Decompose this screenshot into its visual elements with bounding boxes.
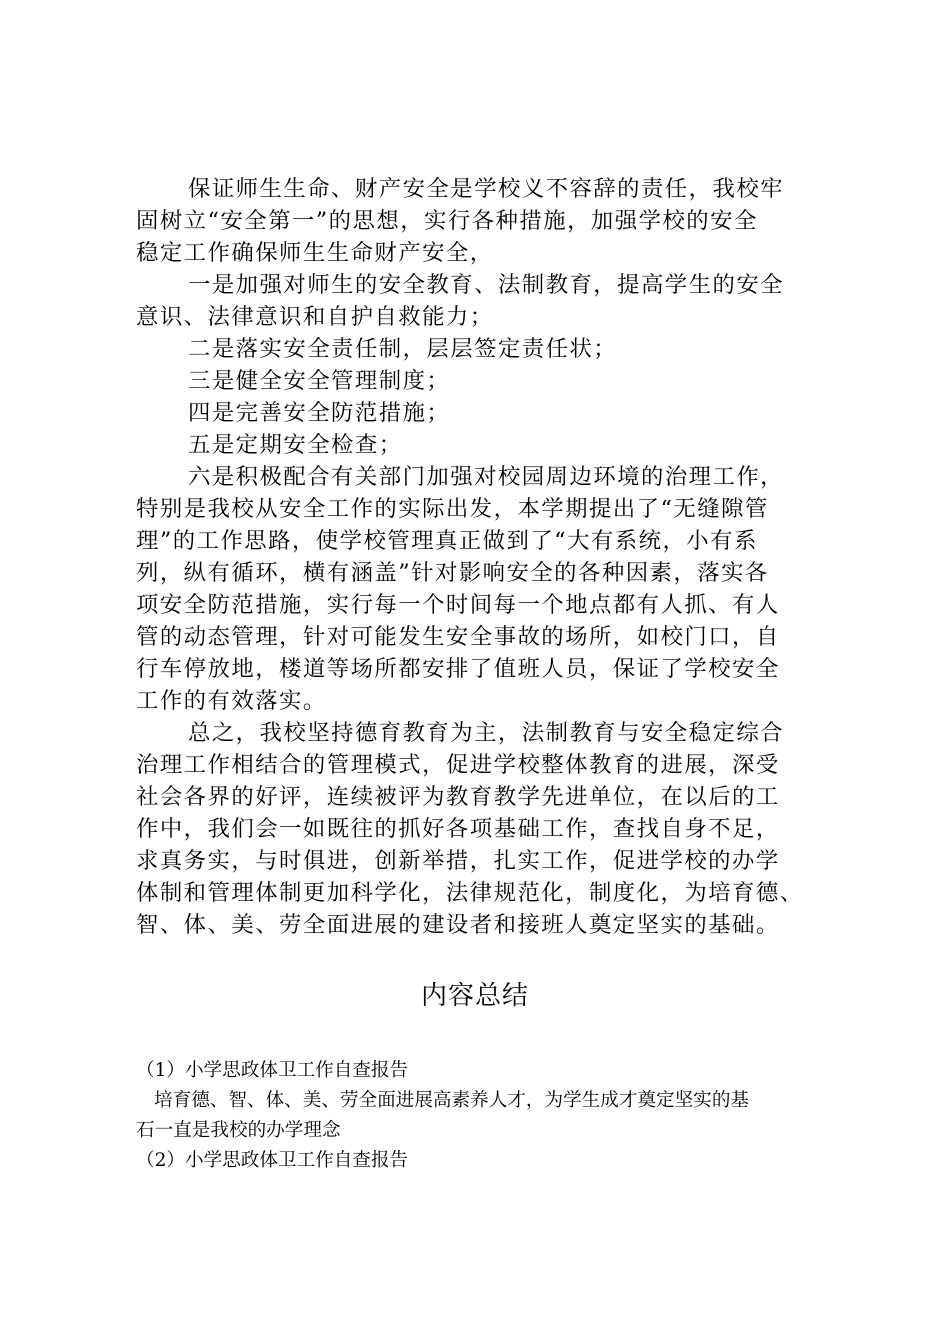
body-line: 二是落实安全责任制，层层签定责任状； [188, 336, 618, 362]
body-line: 特别是我校从安全工作的实际出发，本学期提出了“无缝隙管 [136, 496, 769, 522]
body-line: 行车停放地，楼道等场所都安排了值班人员，保证了学校安全 [136, 656, 780, 682]
body-line: 固树立“安全第一”的思想，实行各种措施，加强学校的安全 [136, 208, 758, 234]
body-line: 稳定工作确保师生生命财产安全， [136, 240, 494, 266]
summary-section [136, 1056, 856, 1176]
body-line: 一是加强对师生的安全教育、法制教育，提高学生的安全 [188, 272, 785, 298]
body-line: 意识、法律意识和自护自救能力； [136, 304, 494, 330]
body-line: 三是健全安全管理制度； [188, 368, 451, 394]
body-line: 体制和管理体制更加科学化，法律规范化，制度化，为培育德、 [136, 880, 804, 906]
body-line: 治理工作相结合的管理模式，促进学校整体教育的进展，深受 [136, 752, 780, 778]
body-line: 工作的有效落实。 [136, 688, 327, 714]
summary-line: （2）小学思政体卫工作自查报告 [136, 1150, 409, 1171]
body-line: 六是积极配合有关部门加强对校园周边环境的治理工作， [188, 464, 785, 490]
body-line: 管的动态管理，针对可能发生安全事故的场所，如校门口，自 [136, 624, 780, 650]
summary-line: （1）小学思政体卫工作自查报告 [136, 1060, 409, 1081]
summary-title: 内容总结 [420, 981, 529, 1011]
body-text [136, 173, 836, 941]
body-line: 社会各界的好评，连续被评为教育教学先进单位，在以后的工 [136, 784, 780, 810]
body-line: 理”的工作思路，使学校管理真正做到了“大有系统，小有系 [136, 528, 758, 554]
summary-line: 培育德、智、体、美、劳全面进展高素养人才，为学生成才奠定坚实的基 [154, 1090, 750, 1111]
body-line: 项安全防范措施，实行每一个时间每一个地点都有人抓、有人 [136, 592, 780, 618]
body-line: 总之，我校坚持德育教育为主，法制教育与安全稳定综合 [188, 720, 785, 746]
body-line: 智、体、美、劳全面进展的建设者和接班人奠定坚实的基础。 [136, 912, 780, 938]
body-line: 求真务实，与时俱进，创新举措，扎实工作，促进学校的办学 [136, 848, 780, 874]
body-line: 列，纵有循环，横有涵盖”针对影响安全的各种因素，落实各 [136, 560, 769, 586]
body-line: 保证师生生命、财产安全是学校义不容辞的责任，我校牢 [188, 176, 785, 202]
body-line: 作中，我们会一如既往的抓好各项基础工作，查找自身不足， [136, 816, 780, 842]
body-line: 四是完善安全防范措施； [188, 400, 451, 426]
summary-line: 石一直是我校的办学理念 [136, 1120, 341, 1141]
body-line: 五是定期安全检查； [188, 432, 403, 458]
